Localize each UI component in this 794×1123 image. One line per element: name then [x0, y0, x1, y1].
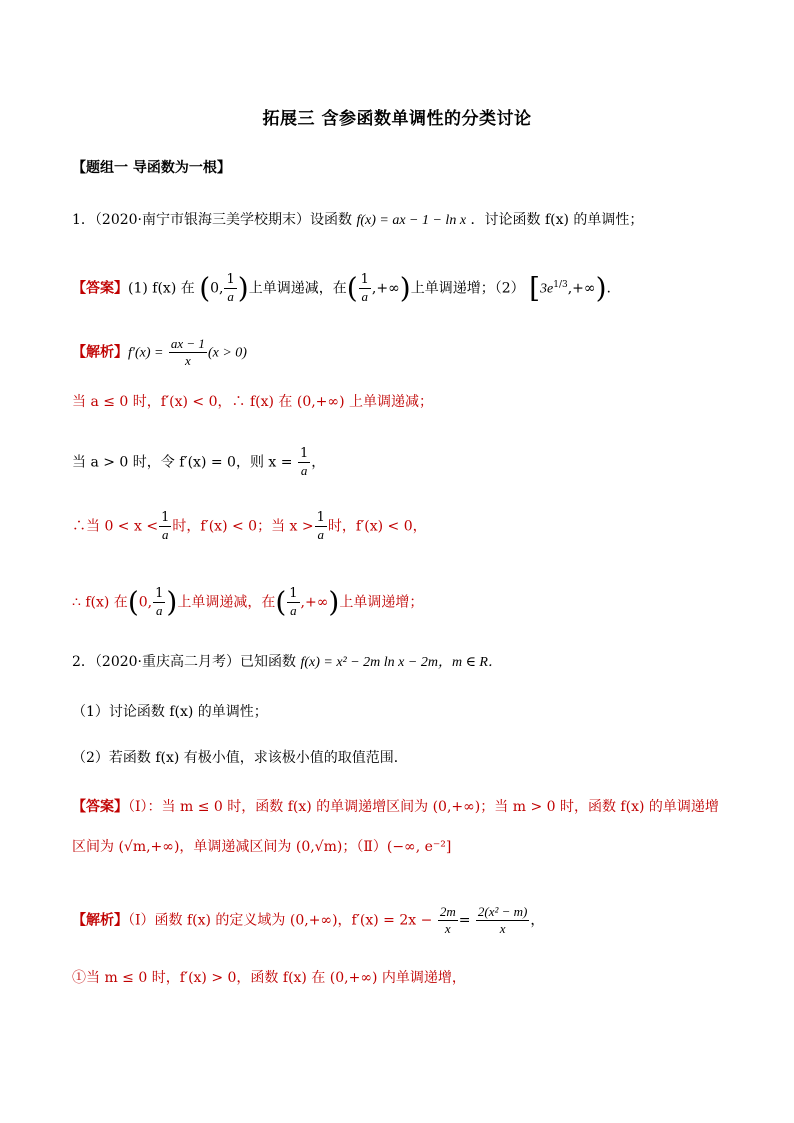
fraction-1-over-a-3: $\frac{1}{a}$ — [299, 446, 309, 478]
fraction-1-over-a-6: $\frac{1}{a}$ — [155, 586, 164, 618]
q1-analysis — [72, 336, 734, 369]
q2-answer-line-1: 【答案】（Ⅰ）：当 m ≤ 0 时，函数 f(x) 的单调递增区间为 (0,+∞)；当 m > 0 时，函数 f(x) 的单调递增 — [72, 799, 719, 815]
interval-right: ,+∞ — [371, 280, 400, 297]
fraction-1-over-a-4: $\frac{1}{a}$ — [161, 510, 170, 542]
answer-text-3: 上单调递增；（2） — [410, 280, 525, 297]
analysis-expr: f′(x) = — [128, 345, 164, 361]
group-heading: 【题组一 导函数为一根】 — [72, 160, 231, 176]
q1-case-1: 当 a ≤ 0 时，f′(x) < 0，∴ f(x) 在 (0,+∞) 上单调递减； — [72, 394, 433, 410]
fraction-1-over-a: $\frac{1}{a}$ — [226, 272, 235, 304]
answer-tail: ,+∞ — [567, 280, 596, 297]
analysis-tag: 【解析】 — [72, 344, 128, 361]
question-2: 2．（2020·重庆高二月考）已知函数 f(x) = x² − 2m ln x − 2m，m ∈ R． — [72, 654, 502, 670]
q2-sub-1: （1）讨论函数 f(x) 的单调性； — [72, 704, 268, 720]
fraction-1-over-a-7: $\frac{1}{a}$ — [289, 586, 298, 618]
q1-prefix: 1．（2020·南宁市银海三美学校期末）设函数 — [72, 212, 352, 228]
q2-case-1: ①当 m ≤ 0 时，f′(x) > 0，函数 f(x) 在 (0,+∞) 内单调递增， — [72, 970, 466, 986]
fraction-2m-over-x: $\frac{2m}{x}$ — [439, 904, 456, 936]
answer-text-2: 上单调递减，在 — [248, 280, 347, 297]
q1-case-3: ∴当 0 < x < $\frac{1}{a}$ 时，f′(x) < 0；当 x > $\frac{1}{a}$ 时，f′(x) < 0， — [72, 510, 427, 542]
q1-case-2: 当 a > 0 时，令 f′(x) = 0，则 x = $\frac{1}{a}$ ， — [72, 446, 326, 478]
q2-answer-line-2: 区间为 (√m,+∞)，单调递减区间为 (0,√m)；（Ⅱ）(−∞, e⁻²] — [72, 839, 452, 855]
interval-left: 0, — [210, 280, 224, 297]
q1-function: f(x) = ax − 1 − ln x — [356, 213, 467, 228]
fraction-derivative: $\frac{ax - 1}{x}$ — [170, 336, 205, 368]
question-1 — [72, 210, 734, 231]
answer-exponent: 1/3 — [553, 279, 568, 290]
answer-tag-2: 【答案】 — [72, 799, 128, 815]
analysis-tag-2: 【解析】 — [72, 912, 128, 929]
answer-tag: 【答案】 — [72, 280, 128, 297]
q1-answer: 【答案】(1) f(x) 在 (0, $\frac{1}{a}$ )上单调递减，在( $\frac{1}{a}$ ,+∞)上单调递增；（2） $[3e^{1/3},+\infty)$. — [72, 271, 611, 305]
q2-sub-2: （2）若函数 f(x) 有极小值，求该极小值的取值范围． — [72, 750, 408, 766]
answer-text-1: (1) f(x) 在 — [128, 280, 195, 297]
fraction-combined: $\frac{\text{2(x² − m)}}{x}$ — [477, 904, 528, 936]
fraction-1-over-a-2: $\frac{1}{a}$ — [360, 272, 369, 304]
q2-function: f(x) = x² − 2m ln x − 2m，m ∈ R． — [300, 655, 502, 670]
fraction-1-over-a-5: $\frac{1}{a}$ — [316, 510, 325, 542]
q2-analysis: 【解析】（Ⅰ）函数 f(x) 的定义域为 (0,+∞)，f′(x) = 2x − $\frac{2m}{x}$ = $\frac{\text{2(x² − m)}}{x}$ ， — [72, 904, 545, 936]
page-title: 拓展三 含参函数单调性的分类讨论 — [262, 109, 532, 129]
q1-suffix: ．讨论函数 f(x) 的单调性； — [470, 212, 644, 228]
answer-part2: 3e — [540, 281, 554, 297]
analysis-condition: (x > 0) — [207, 345, 247, 361]
q1-conclusion: ∴ f(x) 在(0, $\frac{1}{a}$ )上单调递减，在( $\frac{1}{a}$ ,+∞)上单调递增； — [72, 585, 424, 619]
